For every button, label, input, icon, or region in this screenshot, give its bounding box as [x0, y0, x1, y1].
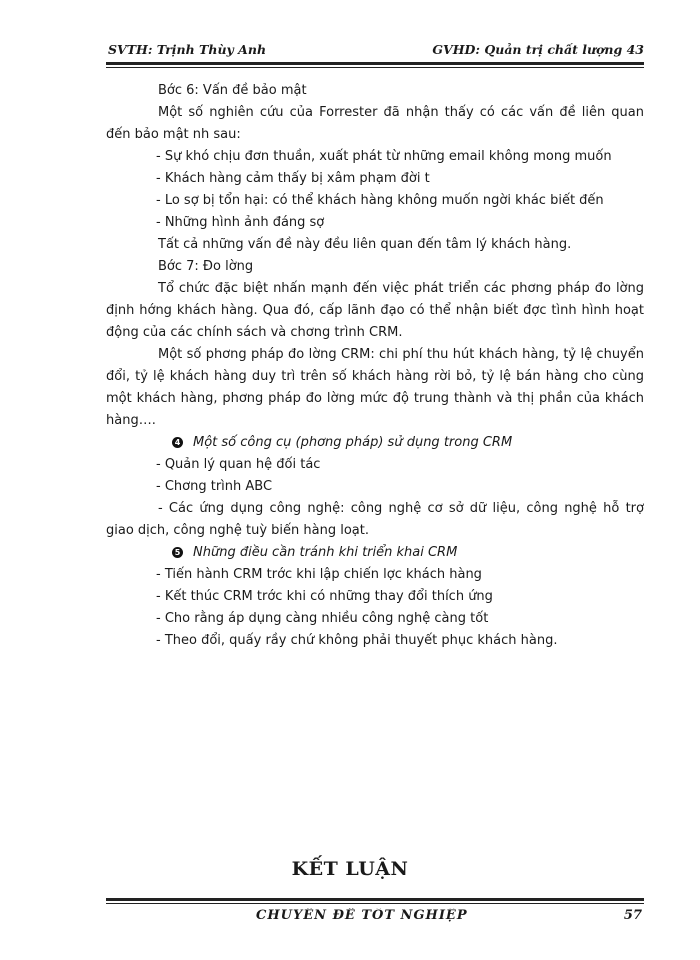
step7-paragraph-2: Một số phơng pháp đo lờng CRM: chi phí thu hút khách hàng, tỷ lệ chuyển đổi, tỷ lệ khách hàng duy trì trên số khách hàng rời bỏ, tỷ lệ bán hàng cho cùng một khách hàng, phơng pháp đo lờng mức độ trung thành và thị phần của khách hàng….	[106, 347, 644, 428]
section-number-badge: 4	[172, 437, 183, 448]
step7-paragraph-1: Tổ chức đặc biệt nhấn mạnh đến việc phát triển các phơng pháp đo lờng định hớng khách hàng. Qua đó, cấp lãnh đạo có thể nhận biết đợc tình hình hoạt động của các chính sách và chơng trình CRM.	[106, 281, 644, 340]
header-subject: GVHD: Quản trị chất lượng 43	[432, 42, 644, 57]
page-header	[108, 42, 644, 60]
section-4-title: Một số công cụ (phơng pháp) sử dụng trong CRM	[193, 435, 513, 450]
list-item: - Cho rằng áp dụng càng nhiều công nghệ càng tốt	[156, 611, 489, 626]
list-item: - Khách hàng cảm thấy bị xâm phạm đời t	[156, 171, 430, 186]
document-body	[106, 80, 644, 652]
header-rule-thin	[106, 67, 644, 68]
list-item: - Các ứng dụng công nghệ: công nghệ cơ sở dữ liệu, công nghệ hỗ trợ giao dịch, công nghệ tuỳ biến hàng loạt.	[106, 501, 644, 538]
page-number: 57	[623, 908, 642, 923]
footer-rule	[106, 898, 644, 901]
step6-intro: Một số nghiên cứu của Forrester đã nhận thấy có các vấn đề liên quan đến bảo mật nh sau:	[106, 105, 644, 142]
section-4-heading	[106, 432, 644, 454]
section-number-badge: 5	[172, 547, 183, 558]
page-footer	[106, 908, 644, 924]
list-item: - Những hình ảnh đáng sợ	[156, 215, 325, 230]
section-5-title: Những điều cần tránh khi triển khai CRM	[193, 545, 458, 560]
header-rule	[106, 62, 644, 65]
step6-title: Bớc 6: Vấn đề bảo mật	[158, 83, 307, 98]
list-item: - Lo sợ bị tổn hại: có thể khách hàng không muốn ngời khác biết đến	[156, 193, 604, 208]
list-item: - Kết thúc CRM trớc khi có những thay đổi thích ứng	[156, 589, 493, 604]
section-5-heading	[106, 542, 644, 564]
list-item: - Quản lý quan hệ đối tác	[156, 457, 321, 472]
list-item: - Sự khó chịu đơn thuần, xuất phát từ những email không mong muốn	[156, 149, 612, 164]
footer-title: CHUYÊN ĐỀ TỐT NGHIỆP	[256, 908, 468, 923]
list-item: - Chơng trình ABC	[156, 479, 273, 494]
list-item: - Tiến hành CRM trớc khi lập chiến lợc khách hàng	[156, 567, 482, 582]
step7-title: Bớc 7: Đo lờng	[158, 259, 254, 274]
conclusion-heading: KẾT LUẬN	[291, 858, 409, 880]
list-item: - Theo đổi, quấy rầy chứ không phải thuyết phục khách hàng.	[156, 633, 558, 648]
footer-rule-thin	[106, 903, 644, 904]
step6-conclusion: Tất cả những vấn đề này đều liên quan đến tâm lý khách hàng.	[158, 237, 572, 252]
header-author: SVTH: Trịnh Thùy Anh	[108, 42, 267, 57]
